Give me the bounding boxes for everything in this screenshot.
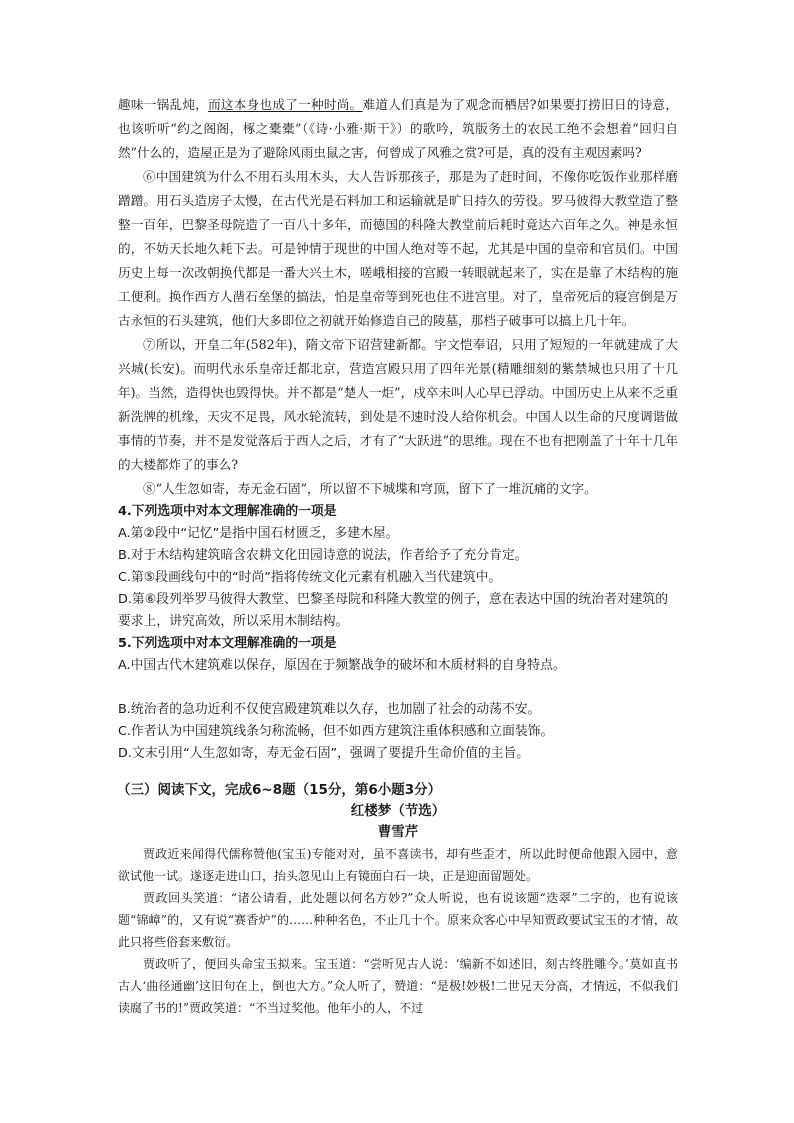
question-4-option-c: C.第⑤段画线句中的“时尚”指将传统文化元素有机融入当代建筑中。 xyxy=(118,570,502,585)
essay-paragraph-5-end xyxy=(118,93,678,165)
question-4-option-d: D.第⑥段列举罗马彼得大教堂、巴黎圣母院和科隆大教堂的例子，意在表达中国的统治者对建筑的要求上，讲究高效，所以采用木制结构。 xyxy=(118,592,669,629)
document-page xyxy=(118,93,678,1019)
question-5-stem: 5.下列选项中对本文理解准确的一项是 xyxy=(118,636,337,651)
essay-paragraph-6: ⑥中国建筑为什么不用石头用木头，大人告诉那孩子，那是为了赶时间，不像你吃饭作业那样磨蹭蹭。用石头造房子太慢，在古代光是石料加工和运输就是旷日持久的劳役。罗马彼得大教堂造了整整一百年，巴黎圣母院造了一百八十多年，而德国的科隆大教堂前后耗时竟达六百年之久。神是永恒的，不妨天长地久耗下去。可是钟情于现世的中国人绝对等不起，尤其是中国的皇帝和官员们。中国历史上每一次改朝换代都是一番大兴土木，嗟峨相接的宫殿一转眼就起来了，实在是靠了木结构的施工便利。换作西方人凿石垒堡的搞法，怕是皇帝等到死也住不进宫里。对了，皇帝死后的寝宫倒是万古永恒的石头建筑，他们大多即位之初就开始修造自己的陵墓，那档子破事可以搞上几十年。 xyxy=(118,169,678,328)
essay-text: 趣味一锅乱炖， xyxy=(118,97,209,112)
question-4-option-b: B.对于木结构建筑暗含农耕文化田园诗意的说法，作者给予了充分肯定。 xyxy=(118,548,528,563)
essay-paragraph-7: ⑦所以，开皇二年(582年)，隋文帝下诏营建新都。宇文恺奉诏，只用了短短的一年就建成了大兴城(长安)。而明代永乐皇帝迁都北京，营造宫殿只用了四年光景(精雕细刻的紫禁城也只用了十几年)。当然，造得快也毁得快。并不都是“楚人一炬”，戍卒未叫人心早已浮动。中国历史上从来不乏重新洗牌的机缘，天灾不足畏，风水轮流转，到处是不速时没人给你机会。中国人以生命的尺度调谐做事情的节奏，并不是发觉落后于西人之后，才有了“大跃进”的思维。现在不也有把刚盖了十年十几年的大楼都炸了的事么? xyxy=(118,337,678,472)
question-5-option-d: D.文末引用“人生忽如寄，寿无金石固”，强调了要提升生命价值的主旨。 xyxy=(118,746,530,761)
excerpt-author: 曹雪芹 xyxy=(377,824,419,840)
excerpt-paragraph-2: 贾政回头笑道：“诸公请看，此处题以何名方妙?”众人听说，也有说该题“迭翠”二字的，也有说该题“锦嶂”的，又有说“赛香炉”的……种种名色，不止几十个。原来众客心中早知贾政要试宝玉的才情，故此只将些俗套来敷衍。 xyxy=(118,891,678,949)
essay-paragraph-8: ⑧“人生忽如寄，寿无金石固”，所以留不下城堞和穹顶，留下了一堆沉痛的文字。 xyxy=(143,481,597,496)
question-5-option-a: A.中国古代木建筑难以保存，原因在于频繁战争的破坏和木质材料的自身特点。 xyxy=(118,658,566,673)
underlined-sentence: 而这本身也成了一种时尚。 xyxy=(208,97,363,112)
question-4-option-a: A.第②段中“记忆”是指中国石材匮乏，多建木屋。 xyxy=(118,526,399,541)
question-4-stem: 4.下列选项中对本文理解准确的一项是 xyxy=(118,504,337,519)
blank-gap xyxy=(118,677,678,699)
question-5-option-b: B.统治者的急功近利不仅使宫殿建筑难以久存，也加剧了社会的动荡不安。 xyxy=(118,702,541,717)
excerpt-paragraph-1: 贾政近来闻得代儒称赞他(宝玉)专能对对，虽不喜读书，却有些歪才，所以此时便命他跟入园中，意欲试他一试。遂逐走进山口，抬头忽见山上有镜面白石一块，正是迎面留题处。 xyxy=(118,847,678,883)
essay-text: 难道人们真是为了观念而栖居?如果要打捞旧日的诗意，也该听听“约之阁阁，椓之橐橐”（《诗·小雅·斯干》）的歌吟，筑版务土的农民工绝不会想着“回归自然”什么的，造屋正是为了避除风雨虫鼠之害，何曾成了风雅之赏?可是，真的没有主观因素吗? xyxy=(118,97,679,160)
excerpt-paragraph-3: 贾政听了，便回头命宝玉拟来。宝玉道：“尝听见古人说：‘编新不如述旧，刻古终胜雕今。’莫如直书古人‘曲径通幽’这旧句在上，倒也大方。”众人听了，赞道：“是极!妙极!二世兄天分高，才情远，不似我们读腐了书的!”贾政笑道：“不当过奖他。他年小的人，不过 xyxy=(118,957,678,1015)
question-5-option-c: C.作者认为中国建筑线条匀称流畅，但不如西方建筑注重体积感和立面装饰。 xyxy=(118,724,554,739)
section-3-heading: （三）阅读下文，完成6~8题（15分，第6小题3分） xyxy=(117,782,442,798)
excerpt-title: 红楼梦（节选） xyxy=(350,803,446,819)
